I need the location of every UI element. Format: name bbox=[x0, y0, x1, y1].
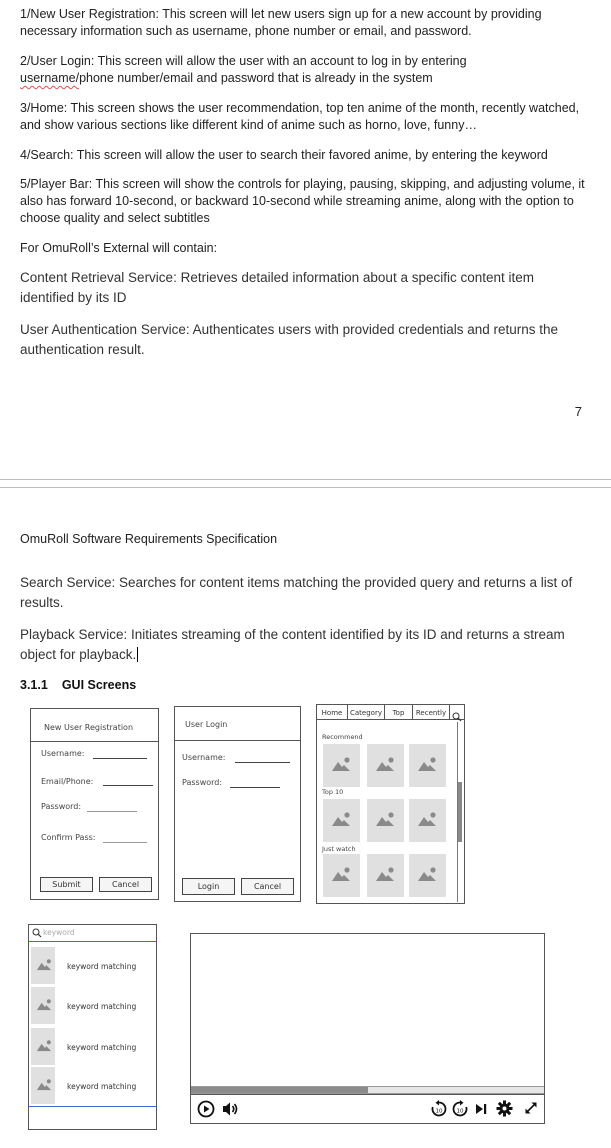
login-username-field[interactable] bbox=[235, 762, 290, 763]
tab-top[interactable]: Top bbox=[385, 705, 413, 720]
reg-email-label: Email/Phone: bbox=[41, 777, 94, 786]
list-item[interactable] bbox=[29, 1067, 156, 1104]
search-placeholder: keyword bbox=[43, 928, 75, 937]
login-button[interactable]: Login bbox=[182, 878, 235, 895]
result-thumbnail bbox=[31, 987, 55, 1024]
para-registration: 1/New User Registration: This screen will let new users sign up for a new account by providing necessary information such as username, phone number or email, and password. bbox=[20, 7, 542, 38]
forward-10-icon[interactable] bbox=[451, 1100, 469, 1118]
anime-thumbnail[interactable] bbox=[367, 799, 404, 842]
image-placeholder-icon bbox=[36, 958, 52, 971]
image-placeholder-icon bbox=[36, 1039, 52, 1052]
login-title: User Login bbox=[185, 720, 228, 729]
tab-recently[interactable]: Recently bbox=[413, 705, 450, 720]
section-just-watch: Just watch bbox=[322, 845, 356, 853]
para-login bbox=[20, 53, 585, 87]
reg-password-label: Password: bbox=[41, 802, 82, 811]
result-label: keyword matching bbox=[67, 1043, 137, 1052]
play-icon[interactable] bbox=[197, 1100, 215, 1118]
image-placeholder-icon bbox=[36, 1078, 52, 1091]
reg-username-label: Username: bbox=[41, 749, 85, 758]
para-login-line1: 2/User Login: This screen will allow the user with an account to log in by entering bbox=[20, 54, 467, 68]
player-screen-mock bbox=[190, 933, 545, 1124]
section-title: GUI Screens bbox=[61, 678, 137, 692]
skip-next-icon[interactable] bbox=[474, 1102, 488, 1116]
para-login-line2: phone number/email and password that is already in the system bbox=[79, 71, 433, 85]
anime-thumbnail[interactable] bbox=[409, 799, 446, 842]
login-password-label: Password: bbox=[182, 778, 223, 787]
text-cursor bbox=[137, 647, 138, 662]
section-heading bbox=[20, 678, 136, 692]
section-number: 3.1.1 bbox=[20, 678, 48, 692]
para-external: For OmuRoll’s External will contain: bbox=[20, 241, 218, 255]
submit-button[interactable]: Submit bbox=[40, 877, 93, 892]
anime-thumbnail[interactable] bbox=[409, 854, 446, 897]
login-cancel-button[interactable]: Cancel bbox=[241, 878, 294, 895]
anime-thumbnail[interactable] bbox=[367, 854, 404, 897]
progress-bar[interactable] bbox=[191, 1086, 544, 1094]
result-thumbnail bbox=[31, 1028, 55, 1065]
title-divider bbox=[31, 741, 158, 742]
anime-thumbnail[interactable] bbox=[409, 744, 446, 787]
list-item[interactable] bbox=[29, 987, 156, 1024]
page-break-bottom bbox=[0, 487, 611, 488]
title-divider bbox=[175, 740, 300, 741]
image-placeholder-icon bbox=[417, 756, 437, 772]
reg-confirm-label: Confirm Pass: bbox=[41, 833, 96, 842]
tab-category[interactable]: Category bbox=[348, 705, 385, 720]
list-item[interactable] bbox=[29, 1028, 156, 1065]
image-placeholder-icon bbox=[36, 998, 52, 1011]
image-placeholder-icon bbox=[375, 756, 395, 772]
para-playback-service bbox=[20, 625, 585, 665]
results-divider bbox=[29, 1106, 156, 1107]
result-thumbnail bbox=[31, 1067, 55, 1104]
result-thumbnail bbox=[31, 947, 55, 984]
cancel-button[interactable]: Cancel bbox=[99, 877, 152, 892]
misspelled-word: username/ bbox=[20, 71, 80, 85]
para-content-retrieval: Content Retrieval Service: Retrieves detailed information about a specific content item identified by its ID bbox=[20, 270, 535, 305]
image-placeholder-icon bbox=[331, 756, 351, 772]
login-screen-mock bbox=[174, 706, 301, 902]
reg-confirm-field[interactable] bbox=[103, 842, 147, 843]
result-label: keyword matching bbox=[67, 962, 137, 971]
progress-fill bbox=[191, 1087, 368, 1093]
para-search-service: Search Service: Searches for content items matching the provided query and returns a list of results. bbox=[20, 575, 573, 610]
para-player: 5/Player Bar: This screen will show the controls for playing, pausing, skipping, and adjusting volume, it also has forward 10-second, or backward 10-second while streaming anime, along with the option to choose quality and select subtitles bbox=[20, 177, 585, 225]
svg-text:10: 10 bbox=[435, 1108, 443, 1115]
anime-thumbnail[interactable] bbox=[323, 854, 360, 897]
reg-email-field[interactable] bbox=[103, 785, 153, 786]
running-header: OmuRoll Software Requirements Specification bbox=[20, 532, 278, 546]
home-nav-bar bbox=[317, 705, 464, 720]
home-screen-mock bbox=[316, 704, 465, 904]
reg-username-field[interactable] bbox=[93, 758, 147, 759]
image-placeholder-icon bbox=[331, 811, 351, 827]
para-user-auth: User Authentication Service: Authenticates users with provided credentials and returns the authentication result. bbox=[20, 322, 559, 357]
svg-text:10: 10 bbox=[456, 1108, 464, 1115]
section-recommend: Recommend bbox=[322, 733, 363, 741]
list-item[interactable] bbox=[29, 947, 156, 984]
tab-home[interactable]: Home bbox=[317, 705, 348, 720]
registration-screen-mock bbox=[30, 708, 159, 900]
search-screen-mock bbox=[28, 924, 157, 1130]
login-username-label: Username: bbox=[182, 753, 226, 762]
rewind-10-icon[interactable] bbox=[430, 1100, 448, 1118]
anime-thumbnail[interactable] bbox=[367, 744, 404, 787]
result-label: keyword matching bbox=[67, 1082, 137, 1091]
volume-icon[interactable] bbox=[221, 1101, 239, 1117]
image-placeholder-icon bbox=[417, 866, 437, 882]
anime-thumbnail[interactable] bbox=[323, 799, 360, 842]
page-break-top bbox=[0, 479, 611, 480]
fullscreen-icon[interactable] bbox=[524, 1101, 538, 1115]
scrollbar[interactable] bbox=[457, 722, 463, 902]
login-password-field[interactable] bbox=[230, 787, 280, 788]
image-placeholder-icon bbox=[375, 811, 395, 827]
para-home: 3/Home: This screen shows the user recommendation, top ten anime of the month, recently watched, and show various sections like different kind of anime such as horno, love, funny… bbox=[20, 101, 580, 132]
reg-password-field[interactable] bbox=[87, 811, 137, 812]
registration-title: New User Registration bbox=[44, 723, 134, 732]
image-placeholder-icon bbox=[331, 866, 351, 882]
anime-thumbnail[interactable] bbox=[323, 744, 360, 787]
search-icon bbox=[32, 928, 42, 938]
controls-divider bbox=[191, 1094, 544, 1095]
result-label: keyword matching bbox=[67, 1002, 137, 1011]
settings-icon[interactable] bbox=[496, 1100, 513, 1117]
page-number: 7 bbox=[574, 404, 582, 419]
para-playback-text: Playback Service: Initiates streaming of the content identified by its ID and returns a stream object for playback. bbox=[20, 627, 565, 662]
section-top10: Top 10 bbox=[322, 788, 344, 796]
para-search: 4/Search: This screen will allow the user to search their favored anime, by entering the keyword bbox=[20, 148, 548, 162]
image-placeholder-icon bbox=[375, 866, 395, 882]
search-bar[interactable] bbox=[29, 925, 156, 942]
image-placeholder-icon bbox=[417, 811, 437, 827]
